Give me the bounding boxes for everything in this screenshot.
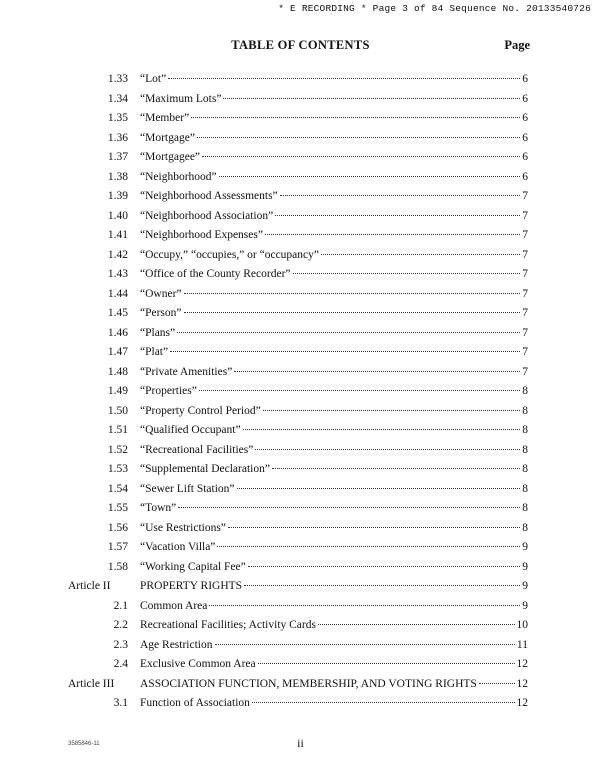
toc-section-number: 1.51 [107,424,128,436]
toc-row [0,421,601,439]
dot-leader [202,156,520,157]
toc-entry-title: “Properties” [140,385,197,397]
toc-section-number: 1.52 [107,443,128,456]
dot-leader [479,683,515,684]
toc-entry-page: 6 [522,131,528,144]
toc-section-number: 1.54 [107,482,128,495]
toc-section-number: 1.44 [107,287,128,300]
toc-row [0,343,601,361]
toc-entry-page: 8 [522,404,528,417]
toc-entry-title: “Occupy,” “occupies,” or “occupancy” [140,248,319,261]
toc-row [0,304,601,322]
toc-entry-title: “Mortgage” [140,131,195,144]
toc-row [0,538,601,556]
toc-entry [140,558,528,576]
toc-row [0,636,601,654]
dot-leader [184,312,520,313]
toc-entry-title: “Owner” [140,287,182,300]
toc-entry-title: “Member” [140,112,190,124]
toc-entry-title: Recreational Facilities; Activity Cards [140,619,316,631]
toc-entry-title: “Working Capital Fee” [140,560,246,573]
toc-entry-title: “Recreational Facilities” [140,443,254,456]
dot-leader [244,585,520,586]
toc-row [0,655,601,673]
toc-entry [140,207,528,225]
toc-section-number: 1.35 [107,112,128,124]
toc-entry [140,246,528,264]
toc-entry [140,363,528,381]
toc-row [0,109,601,127]
dot-leader [215,644,515,645]
dot-leader [178,507,520,508]
toc-entry-page: 9 [522,541,528,553]
toc-entry-title: “Plat” [140,346,169,358]
toc-entry-title: “Neighborhood Association” [140,209,274,222]
toc-entry [140,499,528,517]
toc-entry [140,460,528,478]
page-column-label: Page [504,38,530,52]
toc-entry-page: 7 [522,229,528,241]
toc-entry [140,265,528,283]
toc-row [0,597,601,615]
dot-leader [209,605,520,606]
toc-entry [140,675,528,693]
toc-entry-page: 6 [522,112,528,124]
recording-stamp: * E RECORDING * Page 3 of 84 Sequence No. 20133540726 [278,3,591,14]
toc-row [0,187,601,205]
toc-entry-page: 8 [522,443,528,456]
dot-leader [170,351,520,352]
toc-row [0,694,601,712]
dot-leader [248,566,520,567]
toc-entry [140,129,528,147]
toc-row [0,441,601,459]
toc-section-number: 2.2 [113,619,128,631]
toc-entry-title: “Property Control Period” [140,404,261,417]
toc-entry [140,636,528,654]
dot-leader [197,137,520,138]
toc-entry-page: 6 [522,170,528,183]
toc-section-number: 1.43 [107,268,128,280]
dot-leader [263,410,520,411]
toc-section-number: 2.1 [113,599,128,612]
toc-entry [140,577,528,595]
toc-entry-page: 6 [522,92,528,105]
toc-entry [140,441,528,459]
toc-row [0,616,601,634]
toc-section-number: 1.41 [107,229,128,241]
toc-entry-page: 7 [522,209,528,222]
toc-section-number: 1.46 [107,326,128,339]
toc-row [0,265,601,283]
toc-section-number: 3.1 [113,697,128,709]
toc-row [0,246,601,264]
toc-entry [140,402,528,420]
toc-entry-page: 7 [522,268,528,280]
toc-section-number: 1.56 [107,521,128,534]
toc-entry-page: 7 [522,365,528,378]
dot-leader [223,98,520,99]
toc-row [0,324,601,342]
toc-row [0,226,601,244]
toc-entry [140,70,528,88]
dot-leader [318,624,515,625]
toc-entry [140,382,528,400]
toc-section-number: 1.49 [107,385,128,397]
toc-row [0,70,601,88]
toc-row [0,519,601,537]
toc-entry-title: Function of Association [140,697,250,709]
toc-section-number: 1.34 [107,92,128,105]
toc-article-row [0,675,601,693]
toc-entry-page: 8 [522,482,528,495]
toc-section-number: 1.47 [107,346,128,358]
dot-leader [199,390,520,391]
dot-leader [272,468,520,469]
toc-section-number: 1.33 [107,73,128,85]
toc-entry-title: Common Area [140,599,208,612]
toc-row [0,285,601,303]
dot-leader [258,663,515,664]
dot-leader [228,527,520,528]
toc-row [0,402,601,420]
toc-entry-page: 8 [522,424,528,436]
toc-entry-page: 8 [522,463,528,475]
toc-entry-page: 11 [516,638,528,651]
toc-entry [140,109,528,127]
toc-entry-title: “Private Amenities” [140,365,233,378]
dot-leader [237,488,520,489]
toc-section-number: 2.3 [113,638,128,651]
toc-entry-title: “Qualified Occupant” [140,424,241,436]
toc-entry [140,343,528,361]
toc-entry-page: 12 [516,677,528,690]
dot-leader [321,254,520,255]
toc-entry [140,90,528,108]
toc-entry-page: 7 [522,307,528,319]
toc-article-number: Article III [68,677,115,690]
dot-leader [168,78,520,79]
toc-section-number: 1.39 [107,190,128,202]
toc-entry-title: “Neighborhood” [140,170,217,183]
toc-entry-title: “Maximum Lots” [140,92,222,105]
toc-entry-title: “Neighborhood Expenses” [140,229,263,241]
toc-section-number: 1.58 [107,560,128,573]
toc-entry-page: 12 [516,658,528,670]
toc-section-number: 1.53 [107,463,128,475]
toc-entry-title: Age Restriction [140,638,213,651]
toc-section-number: 1.38 [107,170,128,183]
toc-section-number: 1.40 [107,209,128,222]
toc-row [0,480,601,498]
toc-entry-title: “Plans” [140,326,176,339]
toc-entry [140,655,528,673]
toc-entry-title: “Use Restrictions” [140,521,226,534]
toc-entry [140,538,528,556]
toc-entry-page: 7 [522,248,528,261]
toc-entry-title: “Town” [140,502,177,514]
toc-entry-title: “Office of the County Recorder” [140,268,291,280]
toc-entry-page: 6 [522,73,528,85]
dot-leader [280,195,520,196]
toc-entry [140,616,528,634]
toc-entry-page: 9 [522,560,528,573]
toc-entry-page: 7 [522,190,528,202]
toc-entry-page: 12 [516,697,528,709]
toc-article-number: Article II [68,580,111,592]
dot-leader [234,371,520,372]
dot-leader [191,117,520,118]
toc-entry [140,324,528,342]
toc-row [0,90,601,108]
toc-section-number: 1.37 [107,151,128,163]
toc-entry [140,168,528,186]
toc-row [0,207,601,225]
toc-entry-title: PROPERTY RIGHTS [140,580,243,592]
dot-leader [217,546,520,547]
toc-entry [140,304,528,322]
footer-page-number: ii [297,736,304,750]
toc-entry-title: “Lot” [140,73,167,85]
toc-entry [140,694,528,712]
toc-row [0,499,601,517]
toc-row [0,129,601,147]
toc-section-number: 1.45 [107,307,128,319]
toc-entry-page: 9 [522,599,528,612]
toc-entry-title: ASSOCIATION FUNCTION, MEMBERSHIP, AND VOTING RIGHTS [140,677,477,690]
toc-row [0,558,601,576]
toc-entry [140,421,528,439]
toc-entry [140,285,528,303]
toc-entry-page: 8 [522,521,528,534]
toc-row [0,148,601,166]
toc-entry-page: 10 [516,619,528,631]
toc-section-number: 1.48 [107,365,128,378]
toc-entry-page: 8 [522,385,528,397]
toc-entry [140,148,528,166]
toc-section-number: 1.50 [107,404,128,417]
toc-section-number: 1.55 [107,502,128,514]
toc-section-number: 1.42 [107,248,128,261]
toc-entry-page: 6 [522,151,528,163]
toc-article-row [0,577,601,595]
toc-section-number: 1.36 [107,131,128,144]
toc-entry-title: “Person” [140,307,182,319]
toc-entry [140,187,528,205]
toc-entry-title: Exclusive Common Area [140,658,256,670]
dot-leader [265,234,520,235]
dot-leader [219,176,520,177]
toc-section-number: 2.4 [113,658,128,670]
dot-leader [293,273,520,274]
toc-entry-page: 7 [522,346,528,358]
toc-section-number: 1.57 [107,541,128,553]
toc-entry-title: “Mortgagee” [140,151,201,163]
toc-entry-page: 9 [522,580,528,592]
toc-entry-title: “Sewer Lift Station” [140,482,235,495]
dot-leader [243,429,520,430]
toc-row [0,460,601,478]
toc-entry [140,519,528,537]
toc-entry-title: “Supplemental Declaration” [140,463,270,475]
dot-leader [252,702,515,703]
toc-entry-page: 7 [522,287,528,300]
page-title: TABLE OF CONTENTS [231,38,370,52]
toc-row [0,363,601,381]
toc-row [0,382,601,400]
document-code: 3585846-11 [68,741,100,747]
toc-entry-title: “Neighborhood Assessments” [140,190,278,202]
dot-leader [177,332,520,333]
dot-leader [184,293,520,294]
toc-entry [140,226,528,244]
dot-leader [255,449,520,450]
toc-row [0,168,601,186]
toc-entry [140,480,528,498]
dot-leader [275,215,520,216]
toc-entry-page: 7 [522,326,528,339]
toc-entry-page: 8 [522,502,528,514]
toc-entry-title: “Vacation Villa” [140,541,216,553]
toc-entry [140,597,528,615]
